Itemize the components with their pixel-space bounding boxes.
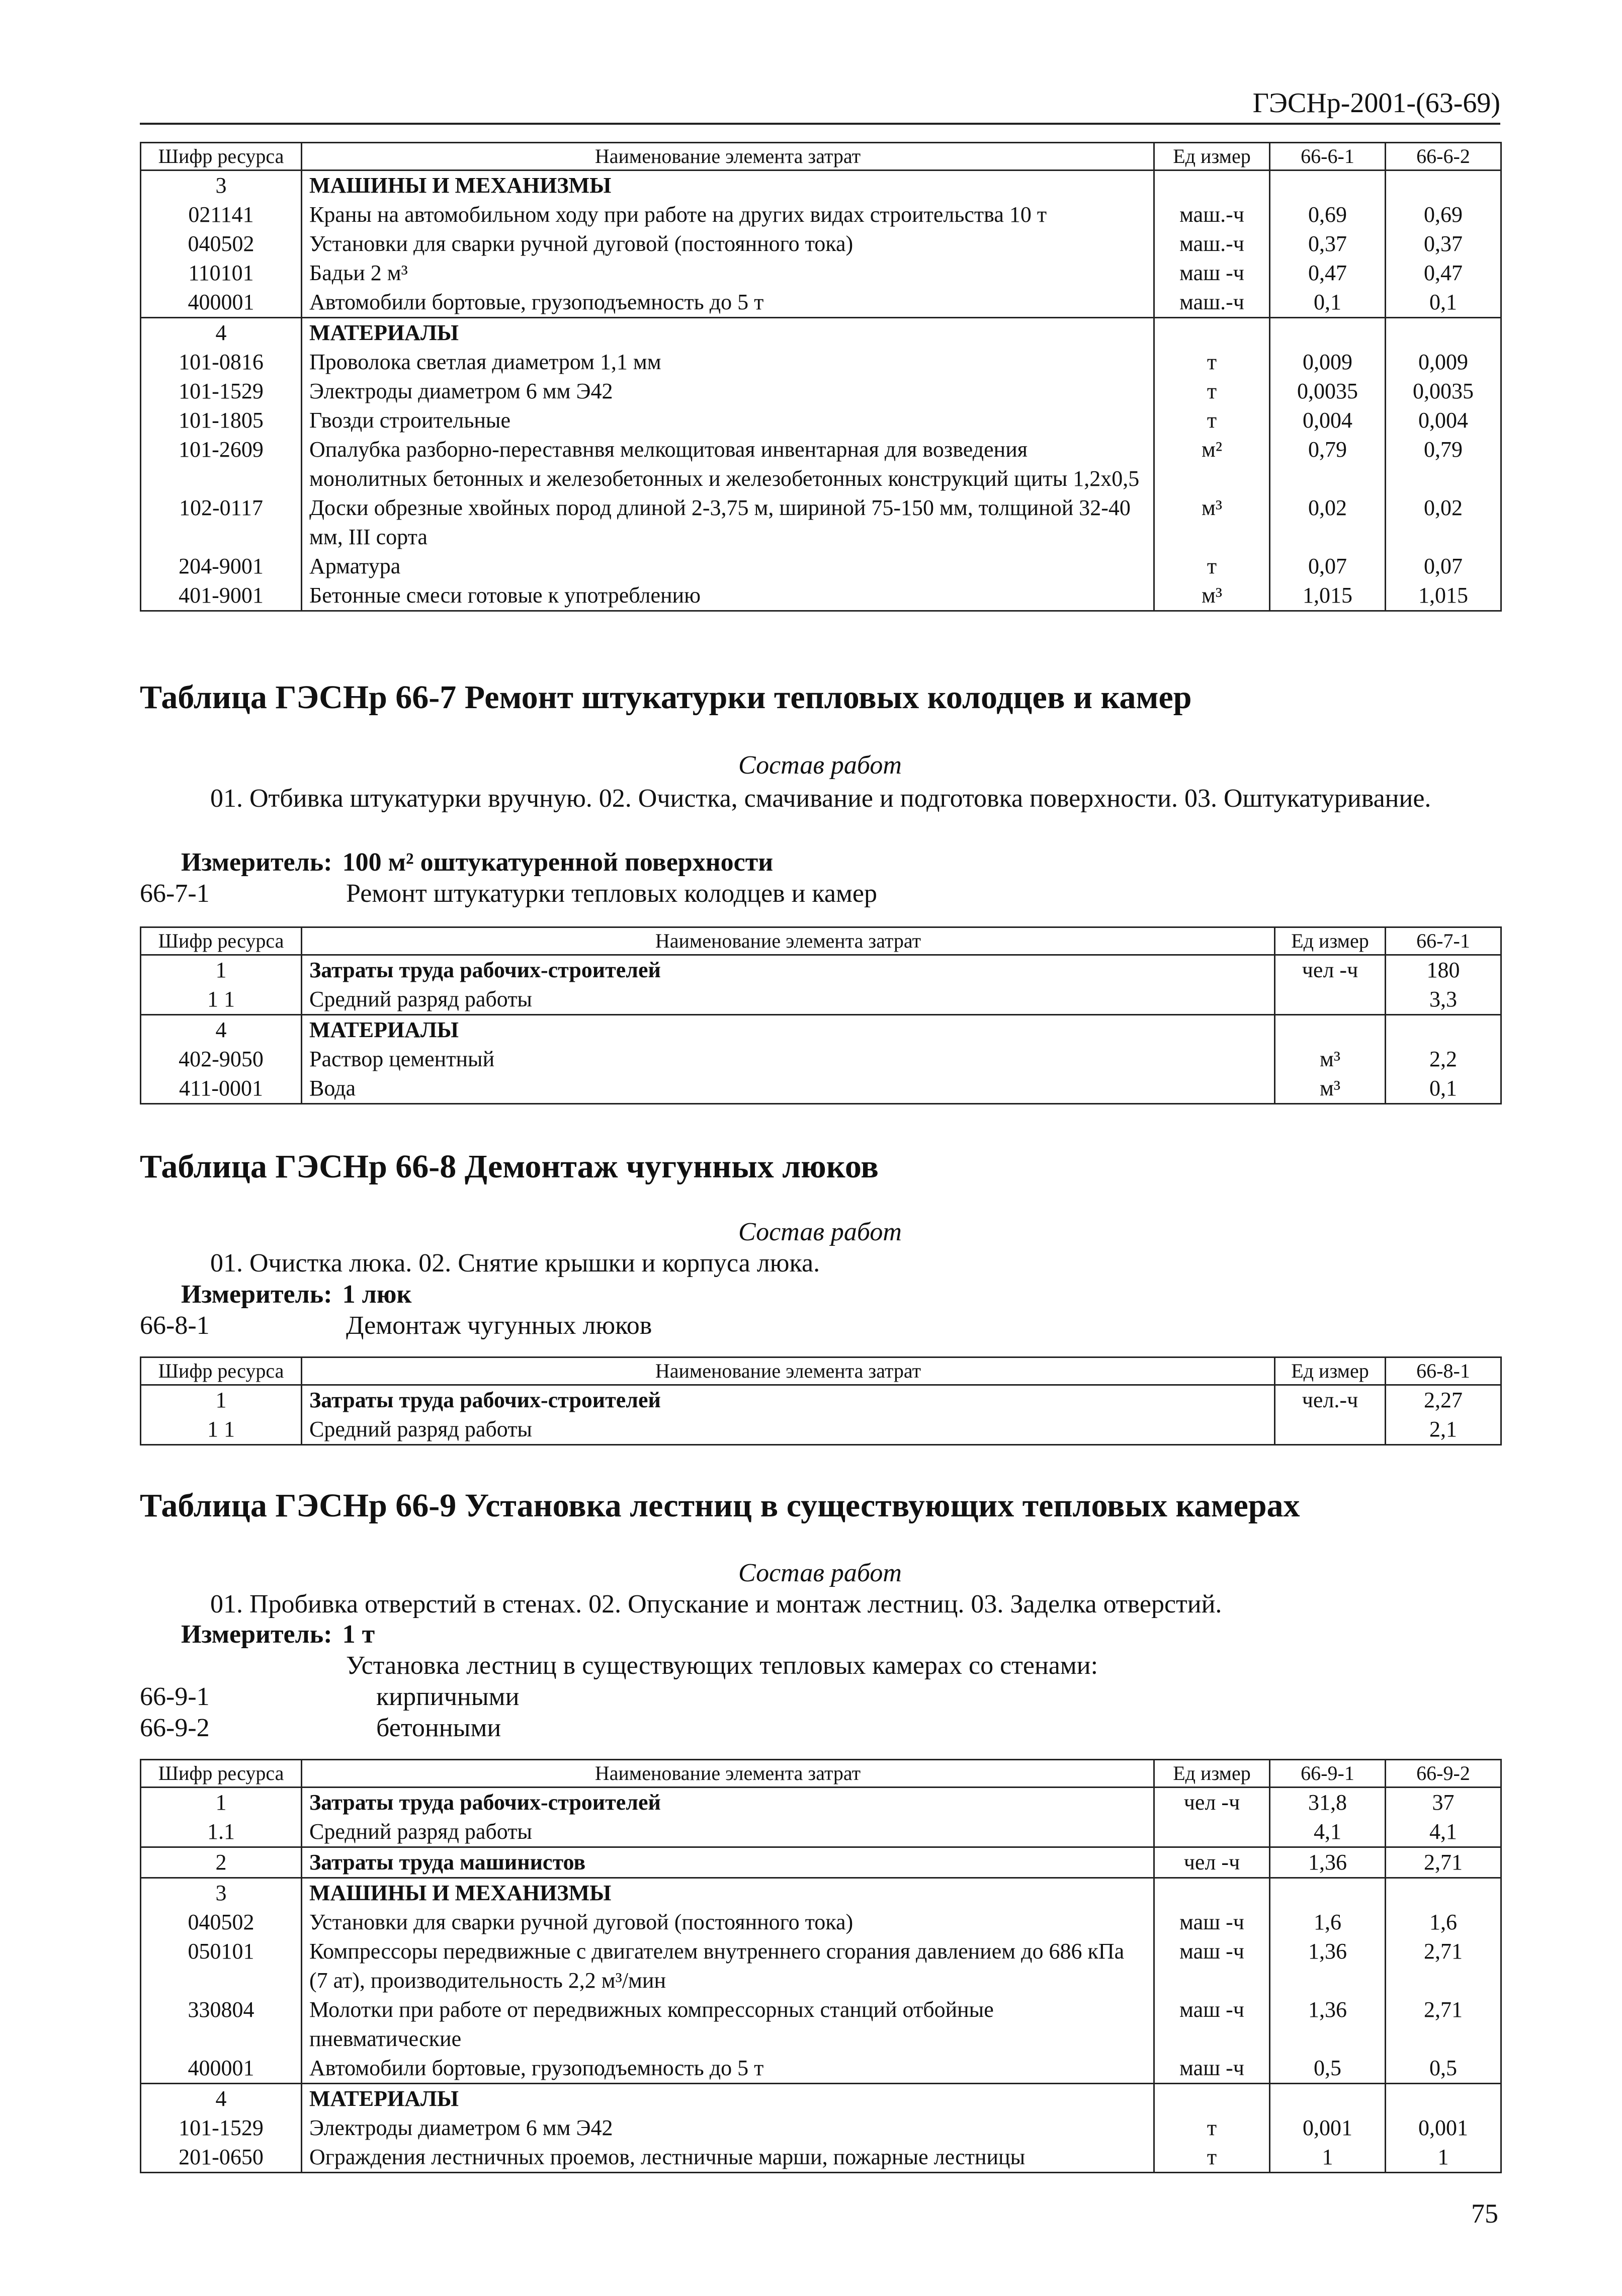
norm-value: 1	[1386, 2143, 1501, 2173]
unit: м³	[1154, 493, 1270, 552]
table-row	[141, 435, 1501, 493]
table-row	[141, 171, 1501, 201]
works-heading: Состав работ	[738, 1218, 902, 1246]
resource-name: Затраты труда рабочих-строителей	[302, 1788, 1154, 1818]
norm-value: 0,009	[1270, 348, 1386, 377]
resource-code: 021141	[141, 200, 302, 229]
measure	[181, 1279, 411, 1311]
norm-value: 4,1	[1386, 1817, 1501, 1847]
norm-value: 0,004	[1270, 406, 1386, 435]
col-header-name: Наименование элемента затрат	[302, 1760, 1154, 1788]
norm-value: 2,1	[1386, 1415, 1501, 1445]
unit: м²	[1154, 435, 1270, 493]
norm-value	[1270, 2084, 1386, 2114]
table-row	[141, 348, 1501, 377]
unit: маш -ч	[1154, 1908, 1270, 1937]
resource-code: 101-0816	[141, 348, 302, 377]
unit: т	[1154, 2113, 1270, 2143]
col-header-code: Шифр ресурса	[141, 927, 302, 955]
unit: маш.-ч	[1154, 288, 1270, 318]
resource-code: 1	[141, 1385, 302, 1415]
norm-value: 180	[1386, 955, 1501, 985]
norm-value	[1386, 1878, 1501, 1908]
table-row	[141, 1015, 1501, 1045]
table-row	[141, 1045, 1501, 1074]
resource-name: Затраты труда рабочих-строителей	[302, 1385, 1275, 1415]
resource-name: МАШИНЫ И МЕХАНИЗМЫ	[302, 171, 1154, 201]
norm-value: 2,27	[1386, 1385, 1501, 1415]
table-row	[141, 581, 1501, 611]
norm-value: 0,37	[1270, 229, 1386, 259]
table-row	[141, 2143, 1501, 2173]
resource-code: 040502	[141, 1908, 302, 1937]
table-title-66-8: Таблица ГЭСНр 66-8 Демонтаж чугунных люков	[140, 1148, 879, 1185]
norm-value: 0,69	[1270, 200, 1386, 229]
resource-name: Электроды диаметром 6 мм Э42	[302, 2113, 1154, 2143]
norm-value: 0,0035	[1270, 377, 1386, 406]
table-row	[141, 377, 1501, 406]
rate-code: 66-7-1	[140, 879, 210, 908]
unit	[1275, 985, 1386, 1015]
resource-name: МАШИНЫ И МЕХАНИЗМЫ	[302, 1878, 1154, 1908]
measure-value: 100 м² оштукатуренной поверхности	[342, 848, 774, 877]
resource-code: 4	[141, 318, 302, 348]
unit: маш.-ч	[1154, 229, 1270, 259]
resource-code: 411-0001	[141, 1074, 302, 1104]
col-header-rate: 66-7-1	[1386, 927, 1501, 955]
measure	[181, 846, 773, 879]
norm-value: 0,79	[1270, 435, 1386, 493]
resource-name: Вода	[302, 1074, 1275, 1104]
col-header-rate: 66-9-1	[1270, 1760, 1386, 1788]
norm-value	[1386, 2084, 1501, 2114]
resource-name: Гвозди строительные	[302, 406, 1154, 435]
norm-value: 0,79	[1386, 435, 1501, 493]
norm-value	[1270, 1878, 1386, 1908]
resource-code: 101-2609	[141, 435, 302, 493]
unit: м³	[1275, 1045, 1386, 1074]
norm-value: 1,36	[1270, 1937, 1386, 1995]
norm-value: 0,07	[1270, 552, 1386, 581]
resource-code: 3	[141, 171, 302, 201]
resource-name: Компрессоры передвижные с двигателем внутреннего сгорания давлением до 686 кПа (7 ат), производительность 2,2 м³/мин	[302, 1937, 1154, 1995]
norm-value: 1,015	[1386, 581, 1501, 611]
norm-value: 0,47	[1270, 259, 1386, 288]
norm-value: 0,69	[1386, 200, 1501, 229]
table-row	[141, 1788, 1501, 1818]
table-row	[141, 1074, 1501, 1104]
unit: т	[1154, 406, 1270, 435]
unit: маш -ч	[1154, 1995, 1270, 2054]
norm-value: 2,71	[1386, 1995, 1501, 2054]
resource-name: Установки для сварки ручной дуговой (постоянного тока)	[302, 1908, 1154, 1937]
unit	[1154, 1817, 1270, 1847]
unit	[1154, 2084, 1270, 2114]
table-row	[141, 1385, 1501, 1415]
table-66-8	[140, 1356, 1502, 1445]
norm-value: 0,0035	[1386, 377, 1501, 406]
unit: м³	[1275, 1074, 1386, 1104]
table-row	[141, 1415, 1501, 1445]
resource-name: Установки для сварки ручной дуговой (постоянного тока)	[302, 229, 1154, 259]
norm-value: 0,001	[1386, 2113, 1501, 2143]
unit	[1275, 1015, 1386, 1045]
norm-value	[1270, 318, 1386, 348]
table-row	[141, 406, 1501, 435]
rate-name: кирпичными	[376, 1682, 520, 1711]
table-row	[141, 955, 1501, 985]
rate-name: Ремонт штукатурки тепловых колодцев и камер	[346, 879, 877, 908]
col-header-rate: 66-6-2	[1386, 143, 1501, 171]
table-row	[141, 985, 1501, 1015]
norm-value: 1,36	[1270, 1847, 1386, 1878]
norm-value: 2,71	[1386, 1937, 1501, 1995]
document-code: ГЭСНр-2001-(63-69)	[1252, 88, 1500, 119]
resource-code: 330804	[141, 1995, 302, 2054]
rate-code: 66-8-1	[140, 1311, 210, 1340]
measure-label: Измеритель:	[181, 848, 332, 877]
rate-name: Демонтаж чугунных люков	[346, 1311, 652, 1340]
table-row	[141, 1817, 1501, 1847]
resource-code: 402-9050	[141, 1045, 302, 1074]
col-header-unit: Ед измер	[1275, 927, 1386, 955]
resource-code: 2	[141, 1847, 302, 1878]
norm-value: 2,2	[1386, 1045, 1501, 1074]
norm-value: 0,1	[1386, 288, 1501, 318]
resource-code: 204-9001	[141, 552, 302, 581]
resource-code: 102-0117	[141, 493, 302, 552]
page-header	[140, 86, 1500, 125]
norm-value: 0,5	[1386, 2054, 1501, 2084]
rate-code: 66-9-1	[140, 1682, 210, 1711]
norm-value: 2,71	[1386, 1847, 1501, 1878]
resource-name: Автомобили бортовые, грузоподъемность до 5 т	[302, 2054, 1154, 2084]
resource-code: 400001	[141, 2054, 302, 2084]
norm-value	[1386, 318, 1501, 348]
table-row	[141, 2113, 1501, 2143]
col-header-name: Наименование элемента затрат	[302, 143, 1154, 171]
norm-value	[1386, 171, 1501, 201]
col-header-rate: 66-9-2	[1386, 1760, 1501, 1788]
norm-value: 3,3	[1386, 985, 1501, 1015]
resource-name: Электроды диаметром 6 мм Э42	[302, 377, 1154, 406]
resource-name: Молотки при работе от передвижных компрессорных станций отбойные пневматические	[302, 1995, 1154, 2054]
table-row	[141, 288, 1501, 318]
resource-code: 1	[141, 955, 302, 985]
norm-value: 1,6	[1270, 1908, 1386, 1937]
table-66-6	[140, 142, 1502, 612]
resource-name: Доски обрезные хвойных пород длиной 2-3,75 м, шириной 75-150 мм, толщиной 32-40 мм, III сорта	[302, 493, 1154, 552]
norm-value: 0,1	[1386, 1074, 1501, 1104]
norm-value: 0,5	[1270, 2054, 1386, 2084]
norm-value: 31,8	[1270, 1788, 1386, 1818]
resource-code: 1 1	[141, 985, 302, 1015]
table-row	[141, 1847, 1501, 1878]
norm-value: 0,009	[1386, 348, 1501, 377]
norm-value	[1270, 171, 1386, 201]
unit: т	[1154, 348, 1270, 377]
table-row	[141, 1908, 1501, 1937]
table-row	[141, 2054, 1501, 2084]
resource-name: Средний разряд работы	[302, 1415, 1275, 1445]
norm-value: 1,6	[1386, 1908, 1501, 1937]
resource-name: Автомобили бортовые, грузоподъемность до 5 т	[302, 288, 1154, 318]
unit: маш -ч	[1154, 259, 1270, 288]
works-description: 01. Пробивка отверстий в стенах. 02. Опускание и монтаж лестниц. 03. Заделка отверстий.	[210, 1590, 1222, 1619]
resource-code: 101-1805	[141, 406, 302, 435]
col-header-code: Шифр ресурса	[141, 1760, 302, 1788]
unit: м³	[1154, 581, 1270, 611]
measure-value: 1 т	[342, 1620, 375, 1649]
table-row	[141, 200, 1501, 229]
norm-value: 0,1	[1270, 288, 1386, 318]
norm-value: 37	[1386, 1788, 1501, 1818]
norm-value: 1	[1270, 2143, 1386, 2173]
col-header-code: Шифр ресурса	[141, 143, 302, 171]
resource-code: 101-1529	[141, 377, 302, 406]
resource-name: Бетонные смеси готовые к употреблению	[302, 581, 1154, 611]
resource-name: Средний разряд работы	[302, 1817, 1154, 1847]
resource-name: Ограждения лестничных проемов, лестничные марши, пожарные лестницы	[302, 2143, 1154, 2173]
resource-code: 400001	[141, 288, 302, 318]
resource-name: Средний разряд работы	[302, 985, 1275, 1015]
col-header-name: Наименование элемента затрат	[302, 927, 1275, 955]
unit: чел -ч	[1275, 955, 1386, 985]
resource-code: 101-1529	[141, 2113, 302, 2143]
resource-name: Раствор цементный	[302, 1045, 1275, 1074]
measure	[181, 1619, 375, 1651]
norm-value: 0,02	[1270, 493, 1386, 552]
unit	[1154, 318, 1270, 348]
resource-code: 1 1	[141, 1415, 302, 1445]
norm-value: 4,1	[1270, 1817, 1386, 1847]
unit: маш -ч	[1154, 1937, 1270, 1995]
resource-code: 1.1	[141, 1817, 302, 1847]
table-row	[141, 2084, 1501, 2114]
table-row	[141, 259, 1501, 288]
resource-name: Проволока светлая диаметром 1,1 мм	[302, 348, 1154, 377]
rate-line	[140, 1310, 1500, 1342]
works-description: 01. Очистка люка. 02. Снятие крышки и корпуса люка.	[210, 1249, 820, 1278]
unit: т	[1154, 552, 1270, 581]
unit: маш.-ч	[1154, 200, 1270, 229]
unit	[1154, 171, 1270, 201]
table-row	[141, 493, 1501, 552]
resource-code: 3	[141, 1878, 302, 1908]
works-heading: Состав работ	[738, 751, 902, 780]
resource-name: МАТЕРИАЛЫ	[302, 2084, 1154, 2114]
table-row	[141, 318, 1501, 348]
page-number: 75	[1471, 2198, 1498, 2229]
table-66-7	[140, 926, 1502, 1104]
col-header-rate: 66-8-1	[1386, 1357, 1501, 1385]
table-row	[141, 1995, 1501, 2054]
col-header-unit: Ед измер	[1154, 1760, 1270, 1788]
unit: чел.-ч	[1275, 1385, 1386, 1415]
resource-name: Краны на автомобильном ходу при работе на других видах строительства 10 т	[302, 200, 1154, 229]
resource-code: 4	[141, 2084, 302, 2114]
resource-code: 050101	[141, 1937, 302, 1995]
resource-name: МАТЕРИАЛЫ	[302, 318, 1154, 348]
table-row	[141, 229, 1501, 259]
resource-name: Затраты труда машинистов	[302, 1847, 1154, 1878]
unit: чел -ч	[1154, 1788, 1270, 1818]
resource-code: 201-0650	[141, 2143, 302, 2173]
norm-value: 0,07	[1386, 552, 1501, 581]
norm-value: 0,02	[1386, 493, 1501, 552]
norm-value: 0,47	[1386, 259, 1501, 288]
measure-label: Измеритель:	[181, 1280, 332, 1309]
works-heading: Состав работ	[738, 1559, 902, 1587]
table-title-66-7: Таблица ГЭСНр 66-7 Ремонт штукатурки тепловых колодцев и камер	[140, 679, 1192, 716]
unit: т	[1154, 377, 1270, 406]
resource-code: 040502	[141, 229, 302, 259]
table-row	[141, 1878, 1501, 1908]
resource-code: 4	[141, 1015, 302, 1045]
norm-value: 0,004	[1386, 406, 1501, 435]
resource-code: 1	[141, 1788, 302, 1818]
norm-value	[1386, 1015, 1501, 1045]
resource-name: Затраты труда рабочих-строителей	[302, 955, 1275, 985]
table-title-66-9: Таблица ГЭСНр 66-9 Установка лестниц в существующих тепловых камерах	[140, 1487, 1300, 1524]
col-header-unit: Ед измер	[1154, 143, 1270, 171]
unit: маш -ч	[1154, 2054, 1270, 2084]
resource-name: Опалубка разборно-переставнвя мелкощитовая инвентарная для возведения монолитных бетонных и железобетонных и железобетонных конструкций щиты 1,2х0,5	[302, 435, 1154, 493]
rate-group-name: Установка лестниц в существующих тепловых камерах со стенами:	[346, 1651, 1098, 1680]
resource-name: Арматура	[302, 552, 1154, 581]
table-66-9	[140, 1759, 1502, 2173]
col-header-code: Шифр ресурса	[141, 1357, 302, 1385]
col-header-rate: 66-6-1	[1270, 143, 1386, 171]
resource-name: Бадьи 2 м³	[302, 259, 1154, 288]
resource-name: МАТЕРИАЛЫ	[302, 1015, 1275, 1045]
rate-name: бетонными	[376, 1714, 501, 1742]
unit: чел -ч	[1154, 1847, 1270, 1878]
rate-line	[140, 878, 1500, 910]
norm-value: 1,015	[1270, 581, 1386, 611]
resource-code: 401-9001	[141, 581, 302, 611]
unit	[1275, 1415, 1386, 1445]
norm-value: 0,001	[1270, 2113, 1386, 2143]
works-description: 01. Отбивка штукатурки вручную. 02. Очистка, смачивание и подготовка поверхности. 03. Оштукатуривание.	[210, 784, 1431, 813]
rate-line	[140, 1712, 1500, 1744]
norm-value: 0,37	[1386, 229, 1501, 259]
table-row	[141, 552, 1501, 581]
rate-line	[140, 1681, 1500, 1713]
measure-label: Измеритель:	[181, 1620, 332, 1649]
resource-code: 110101	[141, 259, 302, 288]
measure-value: 1 люк	[342, 1280, 412, 1309]
unit: т	[1154, 2143, 1270, 2173]
norm-value: 1,36	[1270, 1995, 1386, 2054]
col-header-unit: Ед измер	[1275, 1357, 1386, 1385]
unit	[1154, 1878, 1270, 1908]
col-header-name: Наименование элемента затрат	[302, 1357, 1275, 1385]
table-row	[141, 1937, 1501, 1995]
rate-code: 66-9-2	[140, 1714, 210, 1742]
